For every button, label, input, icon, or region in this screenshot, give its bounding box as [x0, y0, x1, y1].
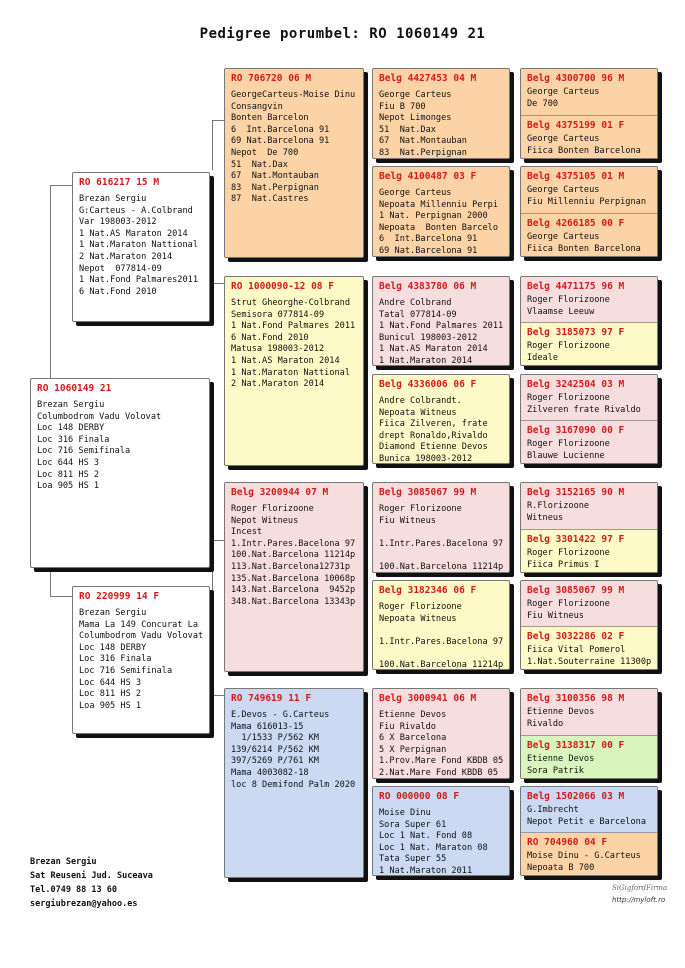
pigeon-details: George Carteus Fiica Bonten Barcelona: [527, 134, 641, 156]
pedigree-box-gen4: [521, 530, 657, 573]
ring-number: Belg 4266185 00 F: [527, 218, 625, 229]
pedigree-box-granddam-maternal: [224, 688, 364, 878]
pedigree-box-gen4: [521, 323, 657, 366]
pedigree-box-gen3: [372, 166, 510, 257]
pedigree-box-gen3: [372, 482, 510, 573]
pedigree-box-gen4: [521, 116, 657, 159]
ring-number: Belg 3152165 90 M: [527, 487, 625, 498]
pedigree-box-gen4: [521, 277, 657, 323]
pedigree-box-gen4: [521, 833, 657, 876]
ring-number: Belg 3032286 02 F: [527, 631, 625, 642]
pedigree-box-gen4: [521, 167, 657, 214]
pigeon-details: George Carteus De 700: [527, 87, 600, 109]
ring-number: Belg 3200944 07 M: [231, 487, 329, 498]
ring-number: RO 749619 11 F: [231, 693, 312, 704]
ring-number: RO 706720 06 M: [231, 73, 312, 84]
ring-number: Belg 3167090 00 F: [527, 425, 625, 436]
connector-line: [50, 596, 72, 597]
connector-line: [212, 120, 224, 121]
pigeon-details: Roger Florizoone Zilveren frate Rivaldo: [527, 393, 641, 415]
ring-number: Belg 1502066 03 M: [527, 791, 625, 802]
ring-number: Belg 4375199 01 F: [527, 120, 625, 131]
pedigree-pair: [520, 166, 658, 257]
pedigree-box-dam: [72, 586, 210, 734]
pedigree-pair: [520, 374, 658, 464]
pigeon-details: George Carteus Fiica Bonten Barcelona: [527, 232, 641, 254]
ring-number: RO 1000090-12 08 F: [231, 281, 334, 292]
pedigree-box-gen4: [521, 214, 657, 257]
pigeon-details: Roger Florizoone Blauwe Lucienne: [527, 439, 610, 461]
pedigree-box-gen3: [372, 580, 510, 670]
pigeon-details: Roger Florizoone Fiu Witneus 1.Intr.Pares.Bacelona 97 100.Nat.Barcelona 11214p: [379, 504, 504, 572]
pedigree-box-gen3: [372, 786, 510, 876]
ring-number: Belg 4471175 96 M: [527, 281, 625, 292]
ring-number: Belg 3138317 00 F: [527, 740, 625, 751]
pedigree-box-gen4: [521, 421, 657, 464]
connector-line: [212, 283, 224, 284]
pigeon-details: GeorgeCarteus-Moise Dinu Consangvin Bonten Barcelon 6 Int.Barcelona 91 69 Nat.Barcelona 91 Nepot De 700 51 Nat.Dax 67 Nat.Montauban 83 Nat.Perpignan 87 Nat.Castres: [231, 90, 356, 205]
ring-number: Belg 3100356 98 M: [527, 693, 625, 704]
pigeon-details: Roger Florizoone Nepoata Witneus 1.Intr.Pares.Bacelona 97 100.Nat.Barcelona 11214p: [379, 602, 504, 670]
connector-line: [212, 120, 213, 170]
pedigree-pair: [520, 482, 658, 573]
ring-number: RO 704960 04 F: [527, 837, 608, 848]
ring-number: RO 1060149 21: [37, 383, 112, 394]
pigeon-details: Etienne Devos Fiu Rivaldo 6 X Barcelona 5 X Perpignan 1.Prov.Mare Fond KBDB 05 2.Nat.Mare Fond KBDB 05: [379, 710, 504, 778]
connector-line: [212, 540, 224, 541]
connector-line: [50, 185, 51, 380]
pedigree-box-gen4: [521, 69, 657, 116]
pigeon-details: George Carteus Fiu B 700 Nepot Limonges 51 Nat.Dax 67 Nat.Montauban 83 Nat.Perpignan: [379, 90, 467, 158]
pedigree-pair: [520, 276, 658, 366]
pigeon-details: E.Devos - G.Carteus Mama 616013-15 1/1533 P/562 KM 139/6214 P/562 KM 397/5269 P/761 KM Mama 4003082-18 loc 8 Demifond Palm 2020: [231, 710, 356, 790]
pedigree-pair: [520, 68, 658, 159]
pigeon-details: George Carteus Fiu Millenniu Perpignan: [527, 185, 646, 207]
pigeon-details: Roger Florizoone Nepot Witneus Incest 1.Intr.Pares.Bacelona 97 100.Nat.Barcelona 11214p 113.Nat.Barcelona12731p 135.Nat.Barcelona 10068p 143.Nat.Barcelona 9452p 348.Nat.Barcelona 13343p: [231, 504, 356, 607]
ring-number: Belg 3242504 03 M: [527, 379, 625, 390]
pedigree-box-gen3: [372, 276, 510, 366]
ring-number: Belg 3301422 97 F: [527, 534, 625, 545]
pedigree-pair: [520, 688, 658, 779]
pedigree-box-gen3: [372, 688, 510, 779]
connector-line: [50, 568, 51, 596]
pedigree-box-gen4: [521, 689, 657, 736]
pedigree-box-gen4: [521, 627, 657, 670]
ring-number: Belg 4100487 03 F: [379, 171, 477, 182]
pigeon-details: Roger Florizoone Fiu Witneus: [527, 599, 610, 621]
pedigree-box-grandsire-maternal: [224, 482, 364, 672]
ring-number: Belg 3000941 06 M: [379, 693, 477, 704]
connector-line: [212, 268, 213, 283]
signature-logo: SiGigfordFirma: [612, 884, 668, 892]
pigeon-details: Roger Florizoone Ideale: [527, 341, 610, 363]
pedigree-box-gen4: [521, 375, 657, 421]
pedigree-box-gen3: [372, 374, 510, 464]
pedigree-box-gen3: [372, 68, 510, 159]
ring-number: Belg 4300700 96 M: [527, 73, 625, 84]
website-link[interactable]: http://myloft.ro: [612, 896, 666, 904]
pedigree-box-sire: [72, 172, 210, 322]
pedigree-box-gen4: [521, 581, 657, 627]
ring-number: Belg 3182346 06 F: [379, 585, 477, 596]
pedigree-box-gen4: [521, 483, 657, 530]
ring-number: Belg 3085067 99 M: [379, 487, 477, 498]
pedigree-pair: [520, 786, 658, 876]
pigeon-details: Etienne Devos Rivaldo: [527, 707, 595, 729]
ring-number: Belg 3085067 99 M: [527, 585, 625, 596]
owner-contact: Brezan Sergiu Sat Reuseni Jud. Suceava Tel.0749 88 13 60 sergiubrezan@yahoo.es: [30, 857, 153, 909]
pigeon-details: Brezan Sergiu Mama La 149 Concurat La Columbodrom Vadu Volovat Loc 148 DERBY Loc 316 Finala Loc 716 Semifinala Loc 644 HS 3 Loc 811 HS 2 Loa 905 HS 1: [79, 608, 204, 711]
ring-number: RO 220999 14 F: [79, 591, 160, 602]
page-title: Pedigree porumbel: RO 1060149 21: [199, 26, 486, 42]
pigeon-details: Andre Colbrand Tatal 077814-09 1 Nat.Fond Palmares 2011 Bunicul 198003-2012 1 Nat.AS Maraton 2014 1 Nat.Maraton 2014: [379, 298, 504, 366]
pigeon-details: R.Florizoone Witneus: [527, 501, 590, 523]
pedigree-box-subject: [30, 378, 210, 568]
pigeon-details: Fiica Vital Pomerol 1.Nat.Souterraine 11300p: [527, 645, 652, 667]
ring-number: Belg 3185073 97 F: [527, 327, 625, 338]
pedigree-box-grandsire-paternal: [224, 68, 364, 258]
pigeon-details: Brezan Sergiu G:Carteus - A.Colbrand Var 198003-2012 1 Nat.AS Maraton 2014 1 Nat.Maraton Nattional 2 Nat.Maraton 2014 Nepot 077814-09 1 Nat.Fond Palmares2011 6 Nat.Fond 2010: [79, 194, 198, 297]
ring-number: RO 616217 15 M: [79, 177, 160, 188]
pedigree-box-granddam-paternal: [224, 276, 364, 466]
pigeon-details: Roger Florizoone Fiica Primus I: [527, 548, 610, 570]
pigeon-details: George Carteus Nepoata Millenniu Perpi 1 Nat. Perpignan 2000 Nepoata Bonten Barcelo 6 Int.Barcelona 91 69 Nat.Barcelona 91: [379, 188, 498, 256]
pigeon-details: G.Imbrecht Nepot Petit e Barcelona: [527, 805, 646, 827]
connector-line: [212, 670, 213, 695]
pigeon-details: Roger Florizoone Vlaamse Leeuw: [527, 295, 610, 317]
pedigree-box-gen4: [521, 787, 657, 833]
pigeon-details: Moise Dinu Sora Super 61 Loc 1 Nat. Fond 08 Loc 1 Nat. Maraton 08 Tata Super 55 1 Nat.Maraton 2011: [379, 808, 488, 876]
pigeon-details: Strut Gheorghe-Colbrand Semisora 077814-09 1 Nat.Fond Palmares 2011 6 Nat.Fond 2010 Matusa 198003-2012 1 Nat.AS Maraton 2014 1 Nat.Maraton Nattional 2 Nat.Maraton 2014: [231, 298, 356, 390]
connector-line: [212, 695, 224, 696]
pigeon-details: Brezan Sergiu Columbodrom Vadu Volovat Loc 148 DERBY Loc 316 Finala Loc 716 Semifinala Loc 644 HS 3 Loc 811 HS 2 Loa 905 HS 1: [37, 400, 162, 492]
ring-number: RO 000000 08 F: [379, 791, 460, 802]
connector-line: [50, 185, 72, 186]
connector-line: [212, 540, 213, 590]
pedigree-pair: [520, 580, 658, 670]
ring-number: Belg 4375105 01 M: [527, 171, 625, 182]
pigeon-details: Andre Colbrandt. Nepoata Witneus Fiica Zilveren, frate drept Ronaldo,Rivaldo Diamond Etienne Devos Bunica 198003-2012: [379, 396, 488, 464]
ring-number: Belg 4383780 06 M: [379, 281, 477, 292]
ring-number: Belg 4427453 04 M: [379, 73, 477, 84]
pigeon-details: Etienne Devos Sora Patrik: [527, 754, 595, 776]
pigeon-details: Moise Dinu - G.Carteus Nepoata B 700: [527, 851, 641, 873]
ring-number: Belg 4336006 06 F: [379, 379, 477, 390]
pedigree-box-gen4: [521, 736, 657, 779]
